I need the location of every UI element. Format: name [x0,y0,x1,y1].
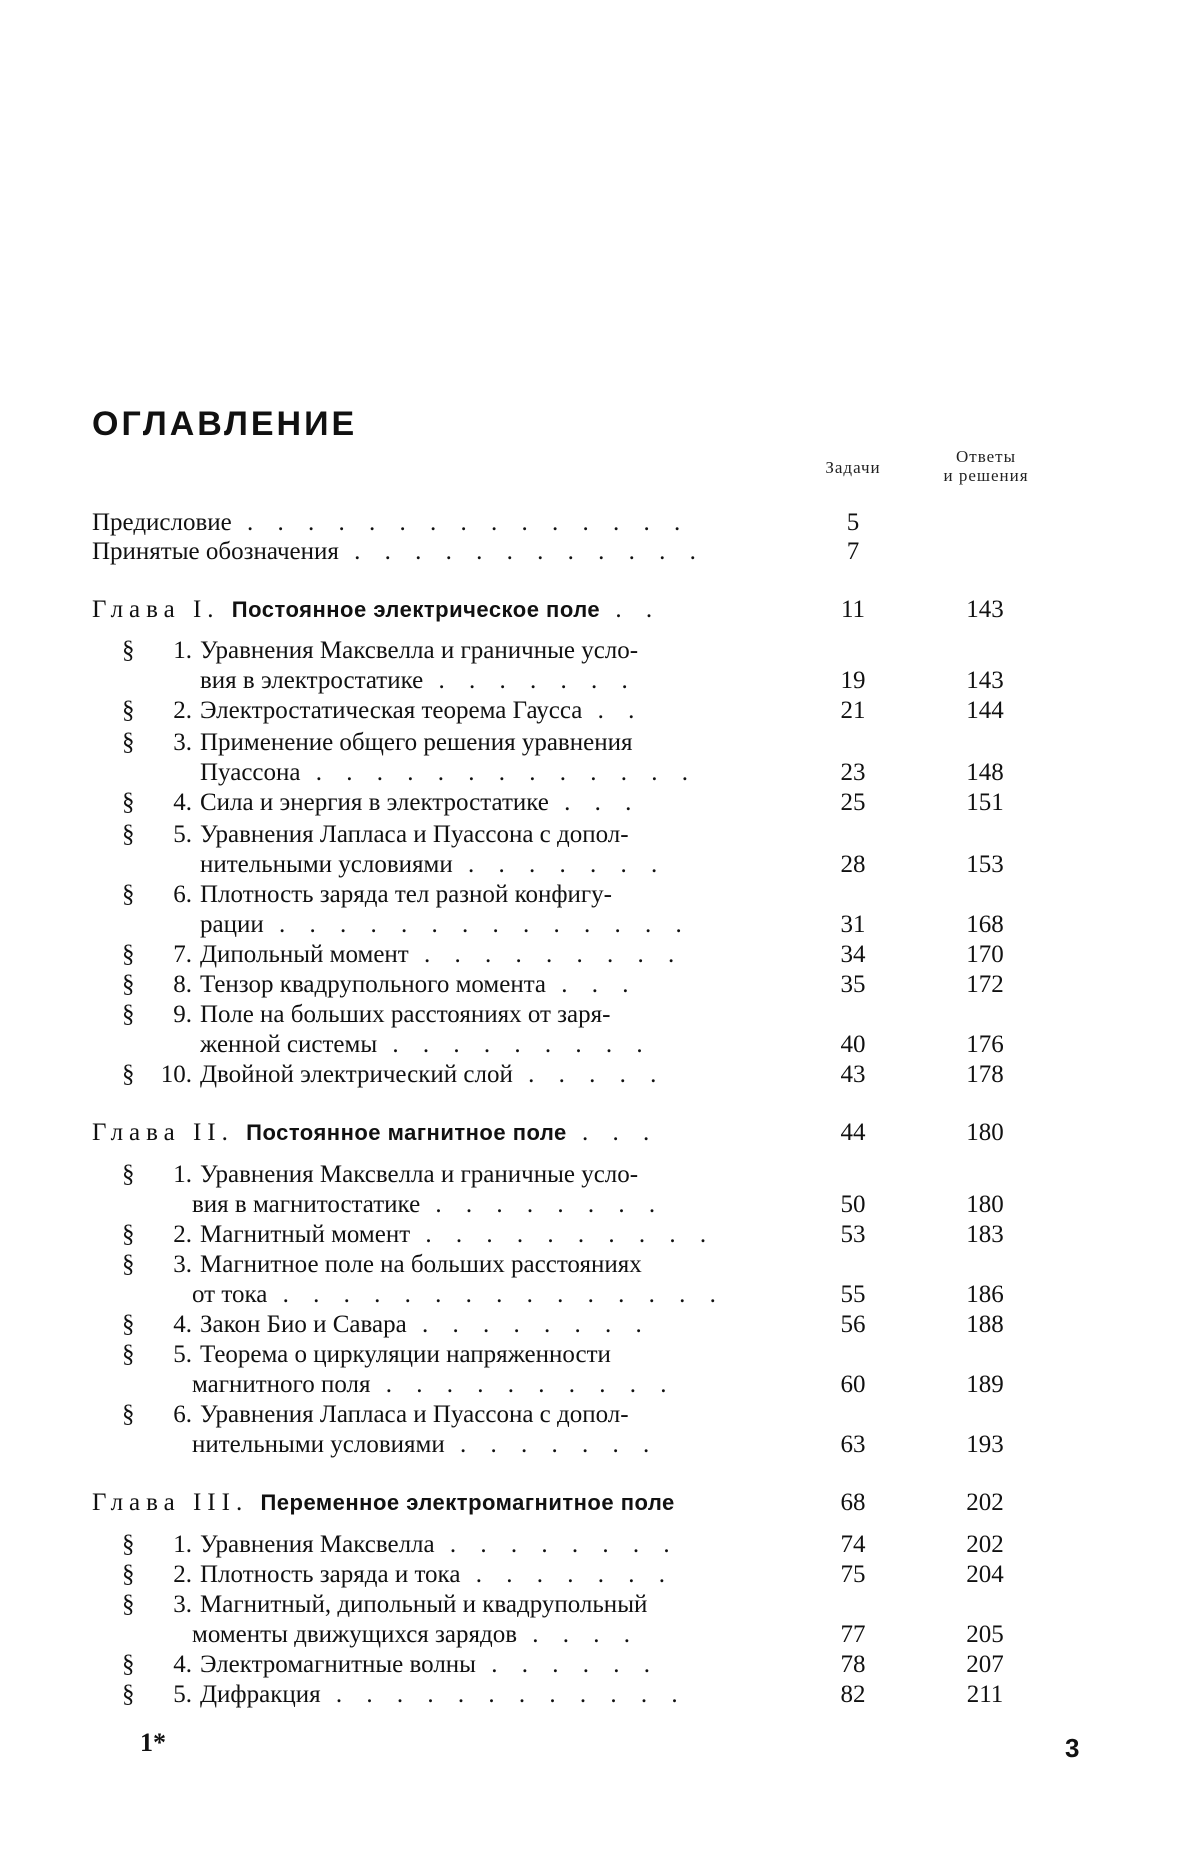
toc-entry-title [122,1560,792,1590]
toc-row [0,1190,1200,1220]
section-number: 1. [173,1161,192,1188]
section-number: 4. [173,1311,192,1338]
task-page-number: 55 [840,1281,866,1308]
toc-entry-title [200,850,792,880]
section-title: Закон Био и Савара [200,1311,407,1338]
entry-text: женной системы [200,1031,378,1058]
chapter-name: Постоянное электрическое поле [231,597,601,622]
leader-dots: . . . [548,789,641,816]
leader-dots: . . . . . . . [423,667,637,694]
toc-entry-title [200,910,792,940]
leader-dots: . . . . . . . . . . . . . . . [231,509,690,536]
section-number: 5. [173,1681,192,1708]
leader-dots: . . . . . . . [452,851,667,878]
toc-row [0,910,1200,940]
section-title: Двойной электрический слой [200,1061,513,1088]
leader-dots: . . . . . . . . . . . . . . . [267,1281,725,1308]
toc-row [0,1590,1200,1620]
toc-row [0,1160,1200,1190]
toc-entry-title [192,1430,792,1460]
answer-page-number: 193 [966,1431,1004,1458]
answer-page-number: 153 [966,851,1004,878]
task-page-number: 44 [840,1119,866,1146]
task-page-number: 25 [840,789,866,816]
toc-row [0,1400,1200,1430]
answer-page-number: 202 [966,1489,1004,1516]
section-mark: § [122,1001,135,1028]
task-page-number: 74 [840,1531,866,1558]
section-number: 3. [173,1251,192,1278]
toc-entry-title [122,1060,792,1090]
answer-page-number: 186 [966,1281,1004,1308]
toc-row [0,820,1200,850]
task-page-number: 60 [840,1371,866,1398]
toc-entry-title [200,666,792,696]
task-page-number: 21 [840,697,866,724]
task-page-number: 77 [840,1621,866,1648]
toc-entry-title [122,788,792,818]
section-mark: § [122,1221,135,1248]
toc-entry-title [122,1650,792,1680]
section-mark: § [122,697,135,724]
page-number: 3 [1065,1733,1080,1763]
section-mark: § [122,1341,135,1368]
toc-row [0,696,1200,726]
entry-text: от тока [192,1281,268,1308]
column-header-answers-line1: Ответы [955,447,1017,466]
section-title: Применение общего решения уравнения [200,729,633,756]
section-title: Теорема о циркуляции напряженности [200,1341,611,1368]
section-title: Сила и энергия в электростатике [200,789,549,816]
answer-page-number: 189 [966,1371,1004,1398]
answer-page-number: 178 [966,1061,1004,1088]
toc-row [0,1220,1200,1250]
toc-row [0,1340,1200,1370]
section-mark: § [122,1651,135,1678]
task-page-number: 63 [840,1431,866,1458]
answer-page-number: 204 [966,1561,1004,1588]
answer-page-number: 176 [966,1031,1004,1058]
section-number: 4. [173,789,192,816]
answer-page-number: 144 [966,697,1004,724]
section-title: Тензор квадрупольного момента [200,971,547,998]
toc-row [0,1650,1200,1680]
column-header-tasks: Задачи [825,458,881,477]
section-mark: § [122,881,135,908]
toc-row [0,940,1200,970]
toc-entry-title [122,970,792,1000]
answer-page-number: 211 [966,1681,1004,1708]
section-mark: § [122,971,135,998]
entry-text: Предисловие [92,509,232,536]
answer-page-number: 172 [966,971,1004,998]
task-page-number: 78 [840,1651,866,1678]
section-title: Плотность заряда и тока [200,1561,461,1588]
toc-row [0,1250,1200,1280]
task-page-number: 34 [840,941,866,968]
task-page-number: 68 [840,1489,866,1516]
section-title: Плотность заряда тел разной конфигу- [200,881,612,908]
section-number: 3. [173,729,192,756]
toc-entry-title [122,696,792,726]
entry-text: вия в электростатике [200,667,424,694]
toc-row [0,1280,1200,1310]
toc-entry-title [92,1488,802,1518]
toc-row [0,728,1200,758]
answer-page-number: 202 [966,1531,1004,1558]
leader-dots: . . . . . . . . [420,1191,665,1218]
toc-entry-title [192,1190,792,1220]
section-mark: § [122,1061,135,1088]
toc-entry-title [192,1620,792,1650]
entry-text: вия в магнитостатике [192,1191,421,1218]
section-number: 4. [173,1651,192,1678]
toc-entry-title [122,636,792,666]
toc-row [0,788,1200,818]
section-number: 7. [173,941,192,968]
entry-text: магнитного поля [192,1371,371,1398]
section-number: 10. [160,1061,192,1088]
leader-dots: . . . . . . . [460,1561,674,1588]
task-page-number: 7 [846,538,860,565]
leader-dots: . . [600,596,662,623]
task-page-number: 75 [840,1561,866,1588]
toc-entry-title [122,728,792,758]
answer-page-number: 180 [966,1119,1004,1146]
section-mark: § [122,1681,135,1708]
section-number: 2. [173,697,192,724]
answer-page-number: 170 [966,941,1004,968]
toc-entry-title [92,508,782,538]
toc-row [0,1620,1200,1650]
chapter-row [0,1488,1200,1518]
page-title: ОГЛАВЛЕНИЕ [92,405,358,443]
toc-row [0,636,1200,666]
section-number: 5. [173,1341,192,1368]
section-number: 5. [173,821,192,848]
section-mark: § [122,1561,135,1588]
section-mark: § [122,789,135,816]
section-title: Уравнения Лапласа и Пуассона с допол- [200,821,629,848]
toc-row [0,1030,1200,1060]
section-title: Дипольный момент [200,941,409,968]
chapter-name: Постоянное магнитное поле [246,1120,567,1145]
task-page-number: 28 [840,851,866,878]
toc-row [0,758,1200,788]
task-page-number: 35 [840,971,866,998]
toc-row [0,1530,1200,1560]
entry-text: нительными условиями [192,1431,445,1458]
answer-page-number: 188 [966,1311,1004,1338]
toc-entry-title [192,1370,792,1400]
toc-row [0,537,1200,567]
toc-entry-title [122,940,792,970]
leader-dots: . . . [566,1119,659,1146]
task-page-number: 23 [840,759,866,786]
toc-entry-title [122,1310,792,1340]
toc-entry-title [200,758,792,788]
toc-entry-title [122,1220,792,1250]
toc-entry-title [92,1118,802,1148]
chapter-label: Глава III. [92,1489,261,1516]
answer-page-number: 180 [966,1191,1004,1218]
section-title: Магнитный момент [200,1221,411,1248]
leader-dots: . . . . . . . . . [408,941,684,968]
section-title: Дифракция [200,1681,321,1708]
toc-row [0,850,1200,880]
section-number: 9. [173,1001,192,1028]
section-title: Магнитный, дипольный и квадрупольный [200,1591,648,1618]
leader-dots: . . . . . . . . [434,1531,679,1558]
section-mark: § [122,1311,135,1338]
section-mark: § [122,1591,135,1618]
signature-mark: 1* [140,1728,166,1757]
entry-text: нительными условиями [200,851,453,878]
toc-entry-title [122,1000,792,1030]
leader-dots: . . . . . . . . . . [410,1221,716,1248]
section-mark: § [122,941,135,968]
toc-entry-title [200,1030,792,1060]
chapter-row [0,595,1200,625]
toc-row [0,880,1200,910]
section-mark: § [122,821,135,848]
toc-entry-title [122,1530,792,1560]
toc-row [0,666,1200,696]
section-mark: § [122,637,135,664]
task-page-number: 43 [840,1061,866,1088]
section-title: Электростатическая теорема Гаусса [200,697,583,724]
answer-page-number: 205 [966,1621,1004,1648]
task-page-number: 53 [840,1221,866,1248]
section-number: 1. [173,637,192,664]
answer-page-number: 143 [966,596,1004,623]
answer-page-number: 151 [966,789,1004,816]
leader-dots: . . [582,697,644,724]
toc-entry-title [122,1160,792,1190]
leader-dots: . . . [546,971,638,998]
column-header-answers [912,447,1060,485]
task-page-number: 50 [840,1191,866,1218]
task-page-number: 40 [840,1031,866,1058]
leader-dots: . . . . . . [475,1651,659,1678]
section-mark: § [122,1251,135,1278]
section-title: Уравнения Максвелла [200,1531,435,1558]
answer-page-number: 143 [966,667,1004,694]
toc-row [0,1000,1200,1030]
toc-entry-title [122,880,792,910]
column-header-answers-line2: и решения [943,466,1029,485]
answer-page-number: 207 [966,1651,1004,1678]
section-mark: § [122,1531,135,1558]
entry-text: Пуассона [200,759,301,786]
section-title: Электромагнитные волны [200,1651,476,1678]
section-number: 6. [173,1401,192,1428]
task-page-number: 82 [840,1681,866,1708]
leader-dots: . . . . . . . . . [377,1031,652,1058]
toc-row [0,1310,1200,1340]
toc-row [0,508,1200,538]
chapter-label: Глава I. [92,596,232,623]
section-title: Поле на больших расстояниях от заря- [200,1001,611,1028]
section-number: 3. [173,1591,192,1618]
toc-entry-title [122,1250,792,1280]
toc-row [0,970,1200,1000]
leader-dots: . . . . . . . . . . . . [320,1681,687,1708]
section-title: Уравнения Максвелла и граничные усло- [200,1161,639,1188]
answer-page-number: 183 [966,1221,1004,1248]
toc-entry-title [122,1340,792,1370]
task-page-number: 31 [840,911,866,938]
leader-dots: . . . . . . . . . . . . . [300,759,697,786]
toc-entry-title [122,1680,792,1710]
toc-row [0,1680,1200,1710]
leader-dots: . . . . . . . . . . . . . . [263,911,691,938]
section-mark: § [122,1401,135,1428]
chapter-row [0,1118,1200,1148]
toc-entry-title [122,1400,792,1430]
section-title: Уравнения Лапласа и Пуассона с допол- [200,1401,629,1428]
task-page-number: 5 [846,509,860,536]
chapter-label: Глава II. [92,1119,247,1146]
answer-page-number: 148 [966,759,1004,786]
section-mark: § [122,729,135,756]
section-number: 2. [173,1561,192,1588]
section-mark: § [122,1161,135,1188]
toc-entry-title [122,1590,792,1620]
toc-entry-title [92,537,782,567]
task-page-number: 19 [840,667,866,694]
entry-text: моменты движущихся зарядов [192,1621,518,1648]
toc-row [0,1430,1200,1460]
task-page-number: 11 [840,596,866,623]
section-number: 2. [173,1221,192,1248]
entry-text: рации [200,911,264,938]
toc-row [0,1560,1200,1590]
answer-page-number: 168 [966,911,1004,938]
leader-dots: . . . . . . . . . . . . [338,538,705,565]
toc-entry-title [192,1280,792,1310]
section-number: 8. [173,971,192,998]
leader-dots: . . . . . . . . . . [370,1371,676,1398]
leader-dots: . . . . [517,1621,640,1648]
toc-row [0,1370,1200,1400]
toc-row [0,1060,1200,1090]
entry-text: Принятые обозначения [92,538,339,565]
section-number: 6. [173,881,192,908]
leader-dots: . . . . . . . [444,1431,659,1458]
chapter-name: Переменное электромагнитное поле [260,1490,675,1515]
section-title: Уравнения Максвелла и граничные усло- [200,637,639,664]
leader-dots: . . . . . . . . [406,1311,651,1338]
section-title: Магнитное поле на больших расстояниях [200,1251,642,1278]
section-number: 1. [173,1531,192,1558]
toc-entry-title [92,595,802,625]
toc-entry-title [122,820,792,850]
task-page-number: 56 [840,1311,866,1338]
leader-dots: . . . . . [512,1061,666,1088]
